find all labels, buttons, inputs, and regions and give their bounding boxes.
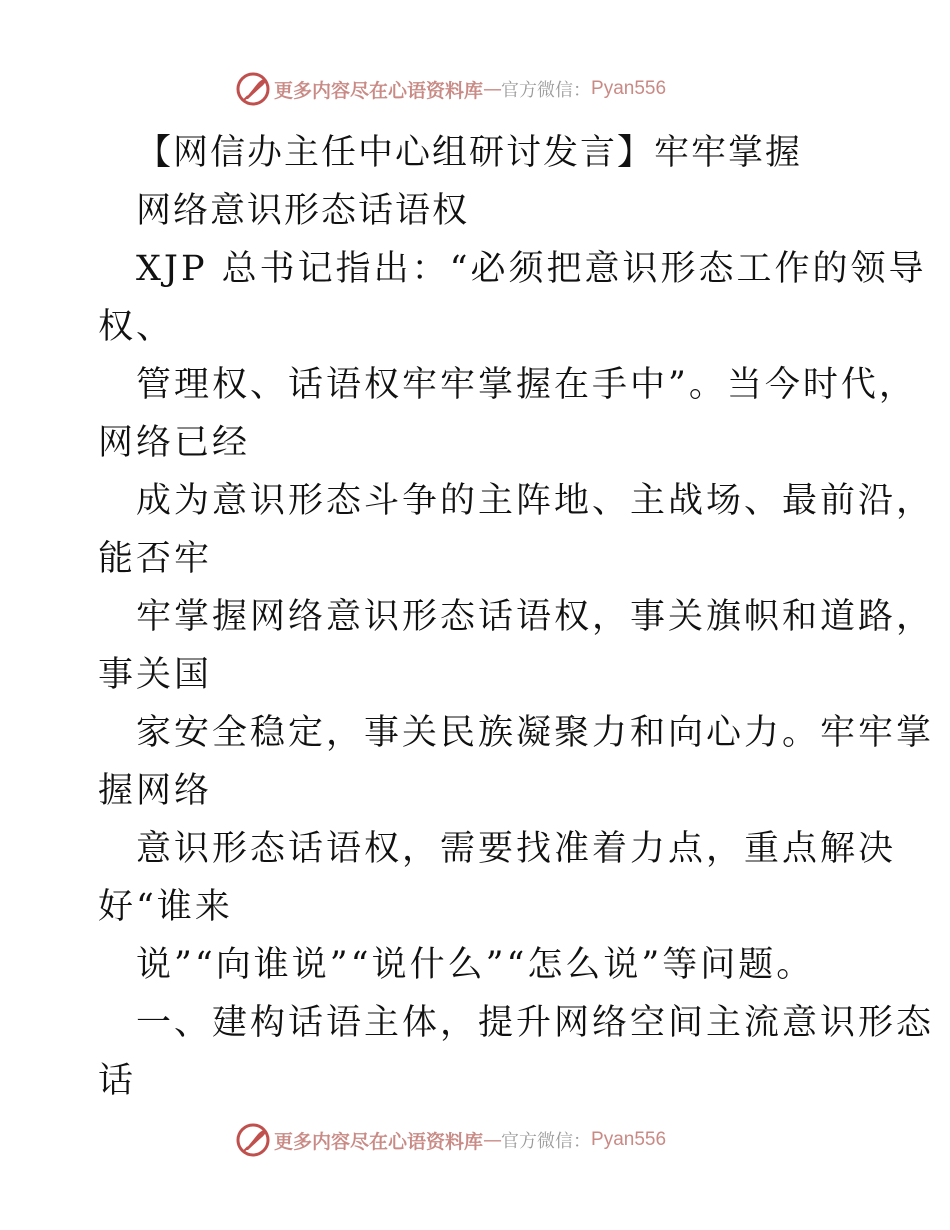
section-heading-line: 一、建构话语主体，提升网络空间主流意识形态 xyxy=(136,1003,935,1043)
paragraph-line: 网络已经 xyxy=(98,423,251,463)
watermark-wechat-label: 官方微信： xyxy=(501,1131,592,1152)
watermark-banner-top xyxy=(236,72,666,106)
paragraph-line: 说”“向谁说”“说什么”“怎么说”等问题。 xyxy=(136,945,815,985)
paragraph-line: 事关国 xyxy=(98,655,213,695)
watermark-dash: — xyxy=(483,1129,502,1151)
section-heading-line: 话 xyxy=(98,1061,137,1101)
watermark-brand: 更多内容尽在心语资料库 xyxy=(274,79,484,102)
paragraph-line: 管理权、话语权牢牢掌握在手中”。当今时代， xyxy=(136,365,917,405)
watermark-dash: — xyxy=(483,78,502,100)
paragraph-line: 成为意识形态斗争的主阵地、主战场、最前沿， xyxy=(136,481,935,521)
watermark-banner-bottom xyxy=(236,1123,666,1157)
watermark-wechat-id: Pyan556 xyxy=(591,78,667,99)
document-title-line-2: 网络意识形态话语权 xyxy=(136,191,470,231)
document-title-line-1: 【网信办主任中心组研讨发言】牢牢掌握 xyxy=(136,133,803,173)
paragraph-line: 好“谁来 xyxy=(98,887,233,927)
paragraph-line: XJP 总书记指出：“必须把意识形态工作的领导 xyxy=(136,249,927,289)
paragraph-line: 家安全稳定，事关民族凝聚力和向心力。牢牢掌 xyxy=(136,713,935,753)
paragraph-line: 能否牢 xyxy=(98,539,213,579)
watermark-wechat-id: Pyan556 xyxy=(591,1129,667,1150)
paragraph-line: 牢掌握网络意识形态话语权，事关旗帜和道路， xyxy=(136,597,935,637)
watermark-brand: 更多内容尽在心语资料库 xyxy=(274,1130,484,1153)
paragraph-line: 权、 xyxy=(98,307,175,347)
quill-logo-icon xyxy=(236,72,270,106)
paragraph-line: 握网络 xyxy=(98,771,213,811)
quill-logo-icon xyxy=(236,1123,270,1157)
watermark-wechat-label: 官方微信： xyxy=(501,80,592,101)
paragraph-line: 意识形态话语权，需要找准着力点，重点解决 xyxy=(136,829,897,869)
